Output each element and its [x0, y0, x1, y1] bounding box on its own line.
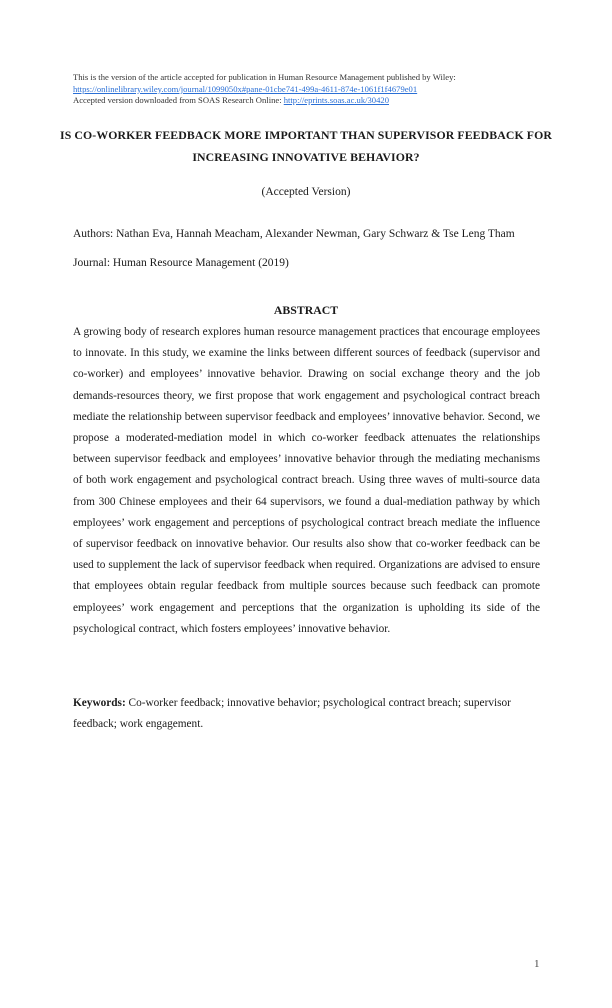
download-notice-text: Accepted version downloaded from SOAS Research Online: [73, 95, 284, 106]
page-number: 1 [534, 958, 540, 970]
abstract-body: A growing body of research explores human resource management practices that encourage employees to innovate. In this study, we examine the links between different sources of feedback (supervisor and co-worker) and employees’ innovative behavior. Drawing on social exchange theory and the job demands-resources theory, we first propose that work engagement and psychological contract breach mediate the relationship between supervisor feedback and employees’ innovative behavior. Second, we propose a moderated-mediation model in which co-worker feedback attenuates the relationships between supervisor feedback and employees’ innovative behavior through the mediating mechanisms of both work engagement and psychological contract breach. Using three waves of multi-source data from 300 Chinese employees and their 64 supervisors, we found a dual-mediation pathway by which employees’ work engagement and perceptions of psychological contract breach mediate the influence of supervisor feedback on innovative behavior. Our results also show that co-worker feedback can be used to supplement the lack of supervisor feedback when required. Organizations are advised to ensure that employees obtain regular feedback from multiple sources because such feedback can promote employees’ work engagement and perceptions that the organization is upholding its side of the psychological contract, which fosters employees’ innovative behavior. [73, 326, 540, 635]
authors-line: Authors: Nathan Eva, Hannah Meacham, Alexander Newman, Gary Schwarz & Tse Leng Tham [73, 228, 515, 240]
keywords-text: Co-worker feedback; innovative behavior; psychological contract breach; supervisor feedback; work engagement. [73, 697, 511, 730]
keywords-paragraph [73, 693, 540, 734]
paper-title: IS CO-WORKER FEEDBACK MORE IMPORTANT THAN SUPERVISOR FEEDBACK FOR INCREASING INNOVATIVE BEHAVIOR? [60, 128, 553, 164]
journal-line: Journal: Human Resource Management (2019) [73, 257, 289, 269]
publication-notice [73, 72, 543, 107]
abstract-heading: ABSTRACT [273, 303, 339, 317]
keywords-label: Keywords: [73, 697, 126, 709]
version-label: (Accepted Version) [261, 186, 351, 198]
soas-eprints-link[interactable]: http://eprints.soas.ac.uk/30420 [283, 95, 389, 106]
publication-notice-text: This is the version of the article accepted for publication in Human Resource Management published by Wiley: [73, 72, 456, 82]
wiley-journal-link[interactable]: https://onlinelibrary.wiley.com/journal/1099050x#pane-01cbe741-499a-4611-874e-1061f1f4679e01 [73, 83, 418, 94]
